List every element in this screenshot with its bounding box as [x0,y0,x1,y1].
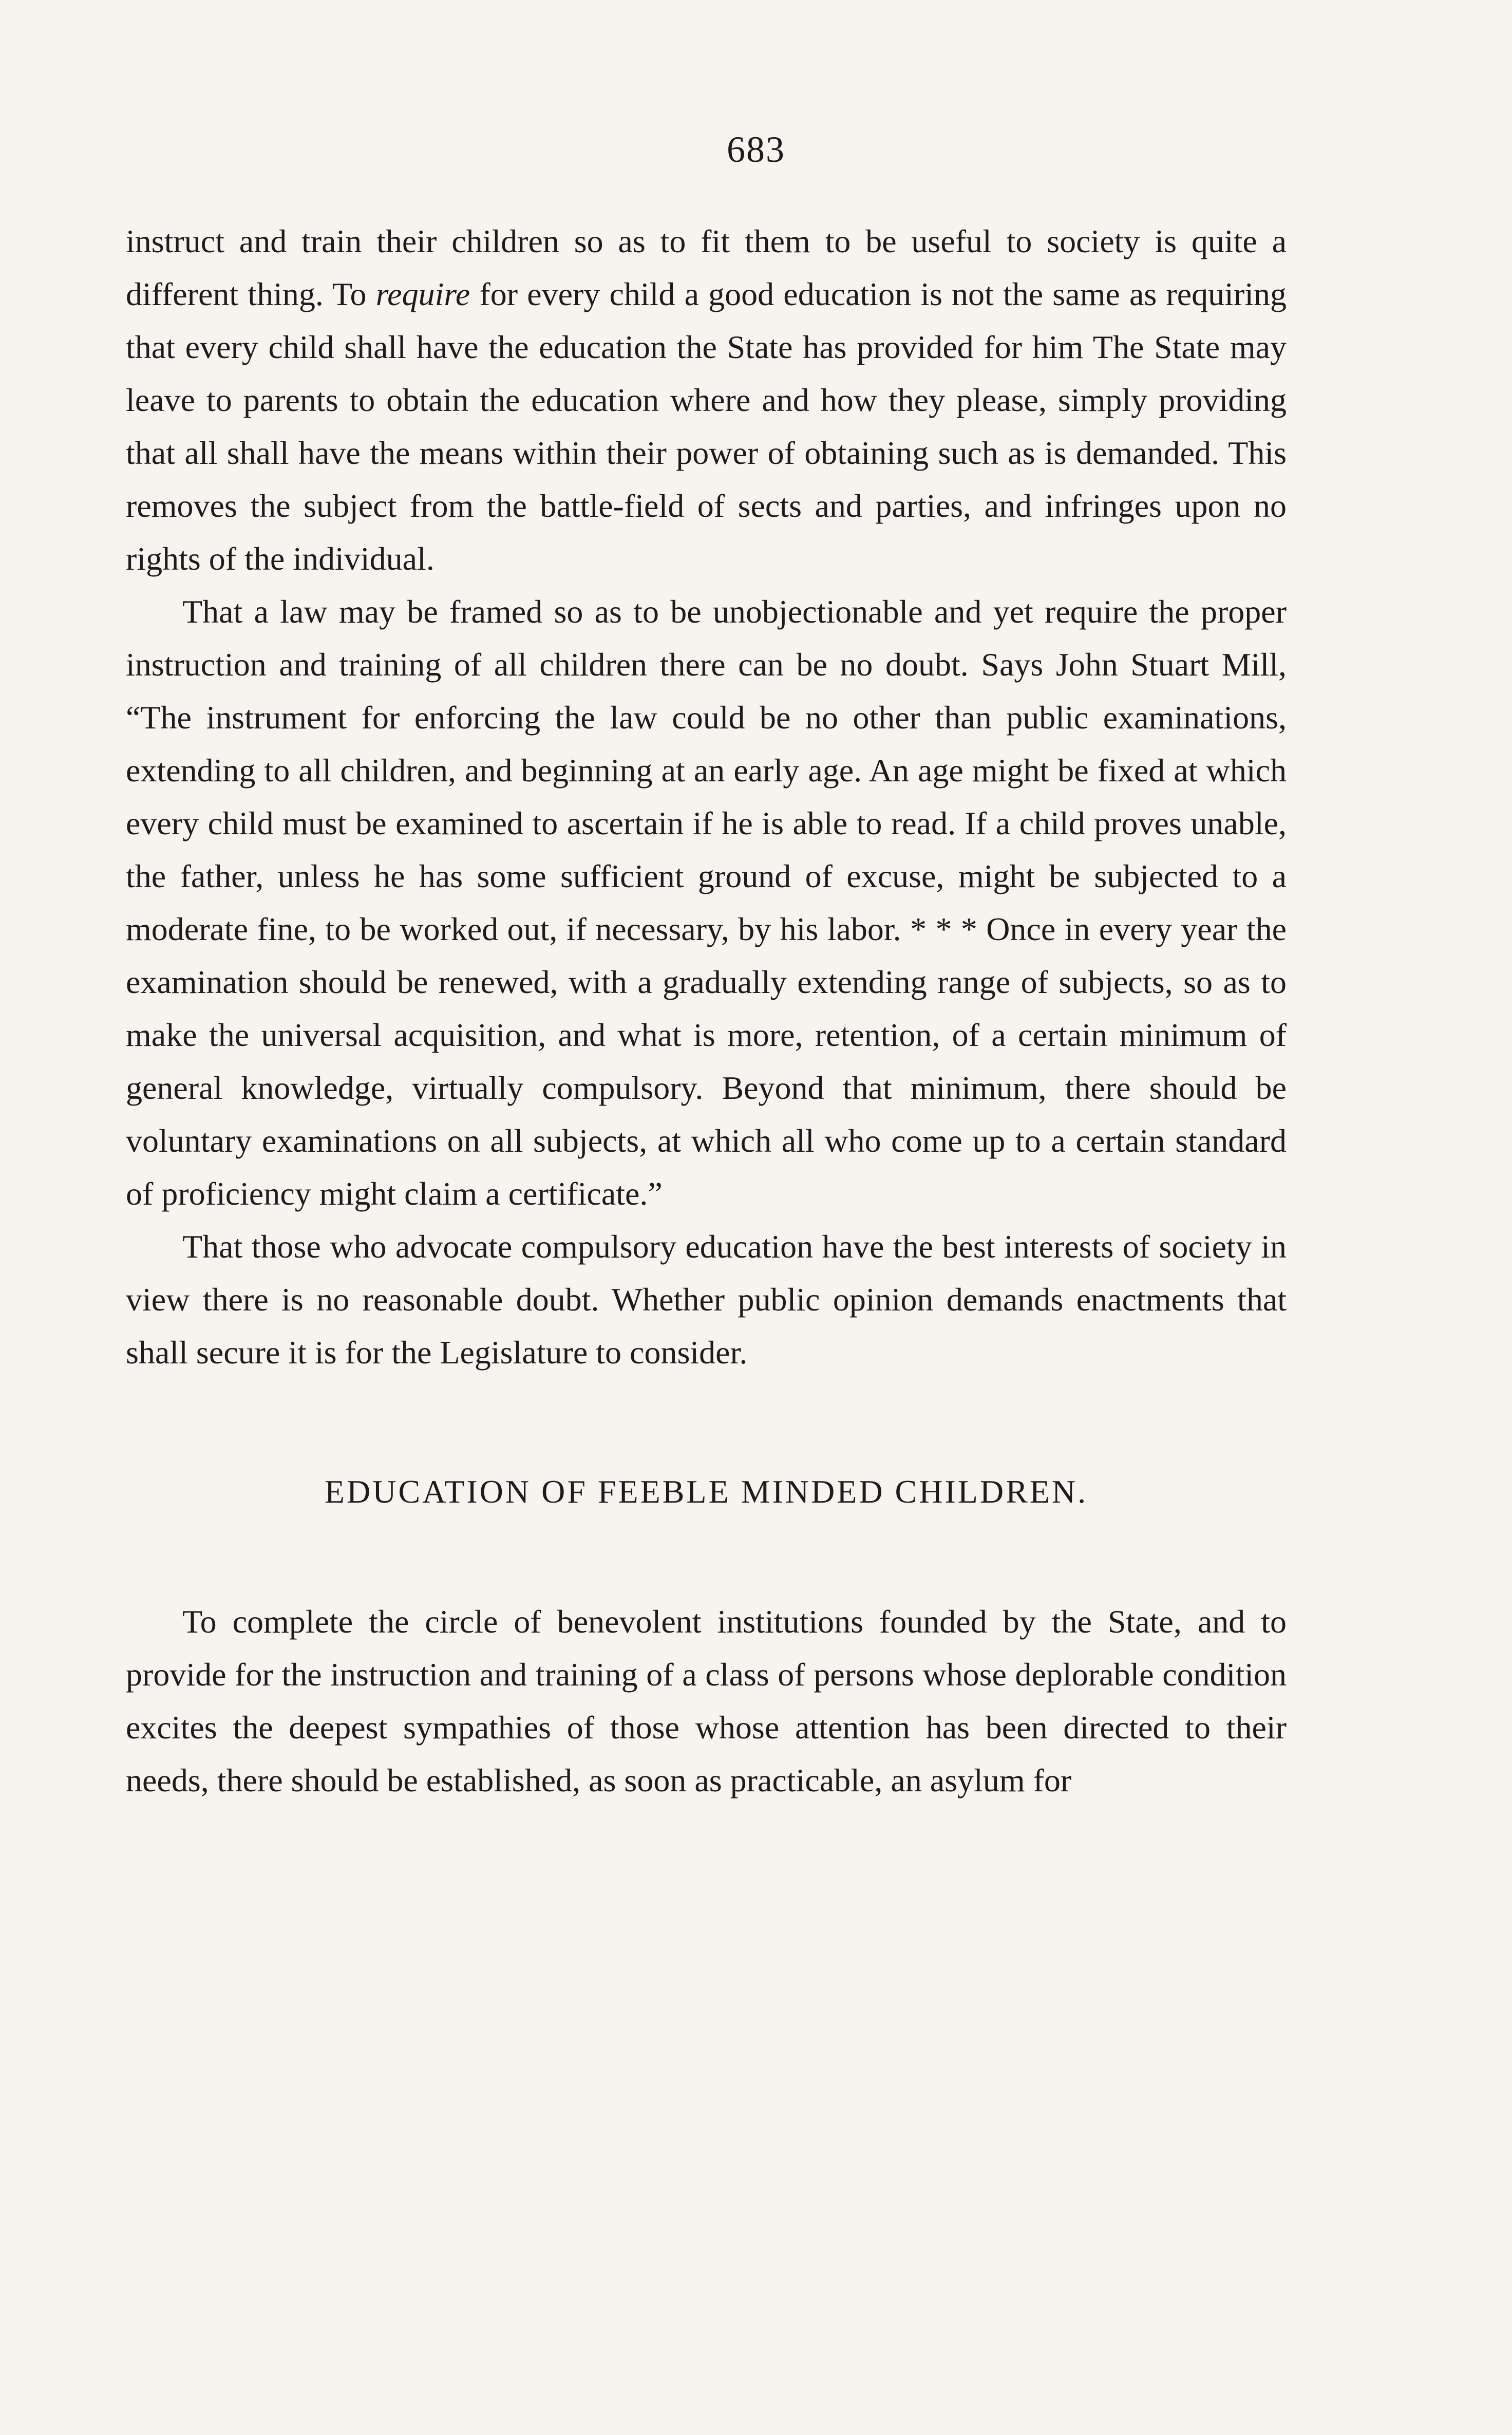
paragraph-1-text-b: for every child a good education is not the same as requiring that every child shall have the education the State has provided for him The State may leave to parents to obtain the education where and how they please, simply providing that all shall have the means within their power of obtaining such as is demanded. This removes the subject from the battle-field of sects and parties, and infringes upon no rights of the individual. [126,276,1287,577]
page-number: 683 [727,129,785,170]
paragraph-3: That those who advocate compulsory education have the best interests of society in view there is no reasonable doubt. Whether public opinion demands enactments that shall secure it is for the Legislature to consider. [126,1228,1287,1371]
body-text [126,215,1287,1807]
paragraph-4: To complete the circle of benevolent institutions founded by the State, and to provide for the instruction and training of a class of persons whose deplorable condition excites the deepest sympathies of those whose attention has been directed to their needs, there should be established, as soon as practicable, an asylum for [126,1603,1287,1799]
section-heading: EDUCATION OF FEEBLE MINDED CHILDREN. [324,1473,1088,1510]
emphasis-require: require [375,276,470,312]
paragraph-1-text-a: instruct and train their children so as to fit them to be useful to society is quite a different thing. To [126,223,1287,312]
paragraph-1 [126,215,1287,585]
paragraph-2: That a law may be framed so as to be unobjectionable and yet require the proper instruction and training of all children there can be no doubt. Says John Stuart Mill, “The instrument for enforcing the law could be no other than public examinations, extending to all children, and beginning at an early age. An age might be fixed at which every child must be examined to ascertain if he is able to read. If a child proves unable, the father, unless he has some sufficient ground of excuse, might be subjected to a moderate fine, to be worked out, if necessary, by his labor. * * * Once in every year the examination should be renewed, with a gradually extending range of subjects, so as to make the universal acquisition, and what is more, retention, of a certain minimum of general knowledge, virtually compulsory. Beyond that minimum, there should be voluntary examinations on all subjects, at which all who come up to a certain standard of proficiency might claim a certificate.” [126,593,1287,1212]
